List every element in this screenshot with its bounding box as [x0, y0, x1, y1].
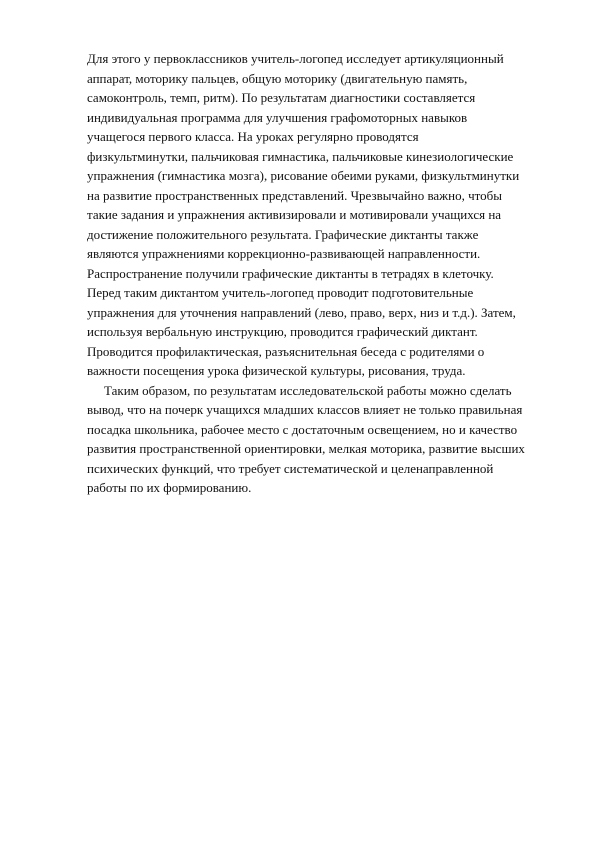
- paragraph-1: [87, 49, 547, 381]
- text-line: индивидуальная программа для улучшения графомоторных навыков: [87, 109, 468, 125]
- paragraph-2: [87, 381, 547, 498]
- text-line: Таким образом, по результатам исследовательской работы можно сделать: [104, 382, 512, 398]
- text-line: развития пространственной ориентировки, мелкая моторика, развитие высших: [87, 441, 525, 456]
- text-line: посадка школьника, рабочее место с достаточным освещением, но и качество: [87, 421, 518, 437]
- text-line: вывод, что на почерк учащихся младших классов влияет не только правильная: [87, 402, 523, 417]
- text-line: являются упражнениями коррекционно-развивающей направленности.: [87, 246, 481, 261]
- document-body: [87, 49, 547, 498]
- text-line: Распространение получили графические диктанты в тетрадях в клеточку.: [87, 265, 494, 281]
- text-line: упражнения для уточнения направлений (лево, право, верх, низ и т.д.). Затем,: [87, 304, 516, 320]
- text-line: Для этого у первоклассников учитель-логопед исследует артикуляционный: [87, 51, 504, 66]
- text-line: психических функций, что требует систематической и целенаправленной: [87, 460, 494, 476]
- text-line: Проводится профилактическая, разъяснительная беседа с родителями о: [87, 343, 485, 359]
- text-line: физкультминутки, пальчиковая гимнастика, пальчиковые кинезиологические: [87, 148, 514, 164]
- text-line: используя вербальную инструкцию, проводится графический диктант.: [87, 324, 478, 339]
- text-line: Перед таким диктантом учитель-логопед проводит подготовительные: [87, 285, 474, 300]
- text-line: такие задания и упражнения активизировали и мотивировали учащихся на: [87, 207, 502, 222]
- text-line: важности посещения урока физической культуры, рисования, труда.: [87, 363, 466, 378]
- text-line: работы по их формированию.: [87, 480, 252, 495]
- text-line: достижение положительного результата. Графические диктанты также: [87, 226, 479, 242]
- text-line: учащегося первого класса. На уроках регулярно проводятся: [87, 129, 419, 144]
- text-line: самоконтроль, темп, ритм). По результатам диагностики составляется: [87, 90, 476, 105]
- text-line: на развитие пространственных представлений. Чрезвычайно важно, чтобы: [87, 187, 503, 203]
- text-line: упражнения (гимнастика мозга), рисование обеими руками, физкультминутки: [87, 168, 520, 183]
- text-line: аппарат, моторику пальцев, общую моторику (двигательную память,: [87, 70, 468, 86]
